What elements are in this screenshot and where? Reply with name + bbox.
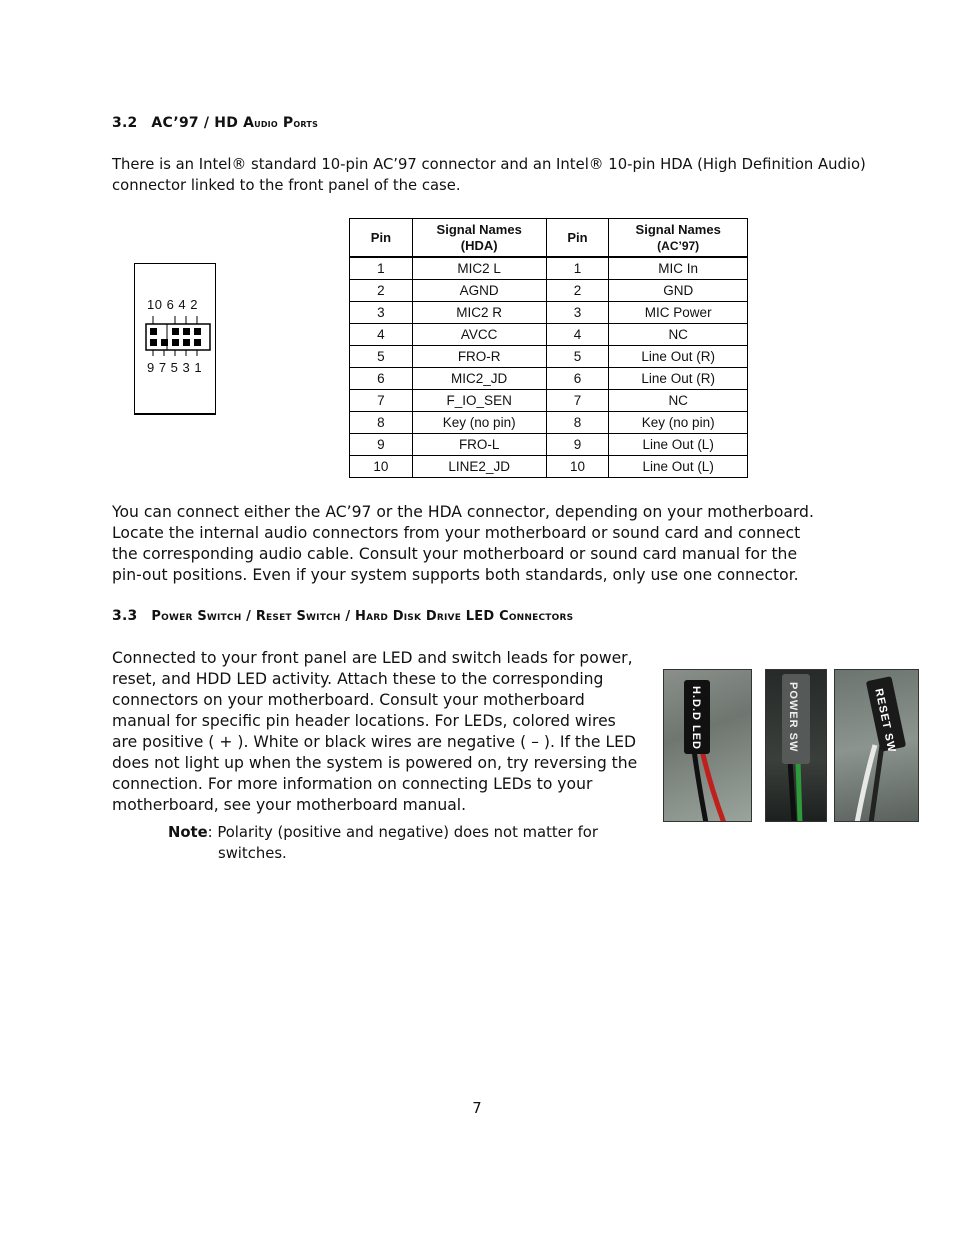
power-switch-photo (765, 669, 827, 822)
table-row: 4 AVCC 4 NC (350, 324, 748, 346)
table-row: 7 F_IO_SEN 7 NC (350, 390, 748, 412)
pin-header-icon (143, 314, 213, 356)
hdd-led-label: H.D.D LED (690, 686, 702, 750)
led-paragraph: Connected to your front panel are LED and switch leads for power, reset, and HDD LED activity. Attach these to the corresponding connectors on your motherboard. Consult your motherboard manual for specific pin header locations. For LEDs, colored wires are positive ( + ). White or black wires are negative ( – ). If the LED does not light up when the system is powered on, try reversing the connection. For more information on connecting LEDs to your motherboard, see your motherboard manual. (112, 649, 638, 814)
section-number: 3.2 (112, 115, 138, 131)
table-row: 10 LINE2_JD 10 Line Out (L) (350, 456, 748, 478)
intro-paragraph: There is an Intel® standard 10-pin AC’97 connector and an Intel® 10-pin HDA (High Definition Audio) connector linked to the front panel of the case. (112, 156, 866, 194)
table-row: 2 AGND 2 GND (350, 280, 748, 302)
connector-diagram (134, 263, 216, 415)
table-row: 1 MIC2 L 1 MIC In (350, 257, 748, 280)
power-switch-label: POWER SW (787, 682, 799, 753)
section-number: 3.3 (112, 608, 138, 624)
page-number: 7 (472, 1100, 482, 1117)
table-row: 8 Key (no pin) 8 Key (no pin) (350, 412, 748, 434)
section-title: Power Switch / Reset Switch / Hard Disk Drive LED Connectors (151, 609, 574, 624)
reset-switch-label: RESET SW (872, 687, 898, 754)
connect-paragraph: You can connect either the AC’97 or the HDA connector, depending on your motherboard. Locate the internal audio connectors from your motherboard or sound card and connect the corresponding audio cable. Consult your motherboard or sound card manual for the pin-out positions. Even if your system supports both standards, only use one connector. (112, 503, 814, 584)
section-heading-3-3 (112, 608, 573, 624)
section-heading-3-2: 3.2 AC’97 / HD Audio Ports (112, 115, 319, 131)
note-label: Note (168, 824, 208, 841)
table-row: 6 MIC2_JD 6 Line Out (R) (350, 368, 748, 390)
header-pin: Pin (350, 219, 413, 258)
header-hda: Signal Names (HDA) (412, 219, 546, 258)
top-pin-labels: 10 6 4 2 (147, 297, 198, 312)
table-row: 3 MIC2 R 3 MIC Power (350, 302, 748, 324)
table-row: 9 FRO-L 9 Line Out (L) (350, 434, 748, 456)
table-header-row (350, 219, 748, 258)
table-row: 5 FRO-R 5 Line Out (R) (350, 346, 748, 368)
pin-assignment-table (349, 218, 748, 478)
polarity-note: Note: Polarity (positive and negative) does not matter for switches. (168, 824, 598, 862)
bottom-pin-labels: 9 7 5 3 1 (147, 360, 203, 375)
hdd-led-photo (663, 669, 752, 822)
header-ac97: Signal Names (AC’97) (609, 219, 748, 258)
header-pin-2: Pin (546, 219, 609, 258)
reset-switch-photo (834, 669, 919, 822)
